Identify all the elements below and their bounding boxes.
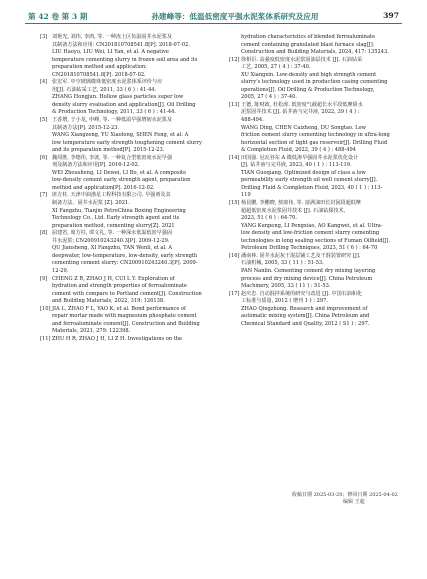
reference-line: XI Fangzhu, Tianjin PetroChina Boxing Engineering <box>52 207 186 214</box>
reference-text <box>241 291 414 329</box>
reference-line: Machinery, 2005, 33 ( 11 ) : 51-53. <box>241 283 331 290</box>
reference-line: ZHAO Qingzhong. Research and improvement of <box>241 305 368 312</box>
reference-entry <box>40 192 225 230</box>
article-footer <box>292 492 398 506</box>
reference-line: WANG Ding, CHEN Caizheng, DU Songtao. Low <box>241 124 366 131</box>
reference-line: 张宏军. 中空玻璃微珠低密度水泥浆体系评价与应 <box>52 79 163 86</box>
reference-line: permeability early strength oil well cement slurry[J]. <box>241 177 378 184</box>
reference-line: ZHANG Hongjun. Hollow glass particles super low <box>52 94 184 101</box>
reference-number: [9] <box>40 275 48 282</box>
page-number: 397 <box>383 11 399 20</box>
running-title: 孙建峰等：低温低密度平强水泥浆体系研究及应用 <box>151 12 319 21</box>
reference-entry <box>40 155 225 193</box>
reference-entry <box>40 276 225 306</box>
reference-line: deepwater, low-temperature, low-density, early strength <box>52 252 198 259</box>
reference-entry <box>40 79 225 117</box>
reference-entry <box>229 102 414 155</box>
reference-line: Drilling Fluid & Completion Fluid, 2023, 40 ( 1 ) : 113- <box>241 184 383 191</box>
reference-line: TIAN Guoqiang. Optimized design of class a low <box>241 169 366 176</box>
reference-line: 119 <box>241 192 251 199</box>
reference-line: 王德, 陈财政, 杜松涛. 低密度气截超长水平段低摩阻水 <box>241 101 363 108</box>
received-revised-dates: 收稿日期 2025-03-20；修回日期 2025-04-02 <box>292 492 398 498</box>
reference-line: technologies in long sealing sections of Fuman Oilfield[J]. <box>241 237 391 244</box>
reference-line: Construction and Building Materials, 2024, 417: 135243. <box>241 49 389 56</box>
reference-entry <box>40 336 225 344</box>
reference-line: 2023, 51 ( 6 ) : 64-70. <box>241 215 298 222</box>
reference-number: [6] <box>40 154 48 161</box>
reference-line: repair mortar made with magnesium phosphate cement <box>52 313 197 320</box>
reference-text <box>52 230 225 275</box>
reference-text <box>241 57 414 102</box>
reference-line: horizontal section of tight gas reservoir[J]. Drilling Fluid <box>241 139 388 146</box>
reference-entry <box>229 57 414 102</box>
reference-line: Technology Co., Ltd. Early strength agent and its <box>52 215 180 222</box>
reference-line: and ferroaluminate cement[J]. Construction and Building <box>52 320 200 327</box>
reference-number: [12] <box>229 56 240 63</box>
header-rule <box>25 23 402 24</box>
reference-entry <box>229 155 414 200</box>
reference-entry <box>229 34 414 57</box>
reference-line: 工标准与质量, 2012 ( 增刊 1 ) : 297. <box>241 298 328 305</box>
reference-line: automatic mixing system[J]. China Petroleum and <box>241 313 370 320</box>
references-left-column <box>40 34 225 343</box>
reference-line: 赵庆忠. 自动混拌系统的研究与改进 [J]. 中国石油和化 <box>241 290 363 297</box>
reference-line: low temperature early strength toughening cement slurry <box>52 139 202 146</box>
reference-line: temperature cementing slurry in frozen soil area and its <box>52 56 198 63</box>
reference-number: [8] <box>40 230 48 237</box>
reference-text <box>52 336 225 344</box>
reference-text <box>52 306 225 336</box>
reference-line: 屈建省, 席方柱, 谭文礼, 等. 一种深水低温低密早强固 <box>52 230 172 237</box>
reference-number: [17] <box>229 290 240 297</box>
reference-line: 其制备方法[P]. 2015-12-23. <box>52 124 120 131</box>
reference-entry <box>229 200 414 253</box>
reference-line: cementing cement slurry: CN200910243240.3[P]. 2009- <box>52 260 198 267</box>
reference-line: Petroleum Drilling Techniques, 2023, 51 ( 6 ) : 64-70 <box>241 245 378 252</box>
reference-number <box>229 34 241 57</box>
reference-line: method and application[P]. 2016-12-02. <box>52 184 155 191</box>
reference-line: low-density cement early strength agent, preparation <box>52 177 191 184</box>
reference-number: [4] <box>40 79 48 86</box>
reference-line: 井水泥浆: CN200910243240.3[P]. 2009-12-29. <box>52 237 170 244</box>
reference-line: 杨昆鹏, 李鹏晓, 敖康伟, 等. 富满油田长封固段超低摩 <box>241 200 361 207</box>
reference-line: 12-29. <box>52 267 69 274</box>
reference-text <box>241 102 414 155</box>
reference-entry <box>229 253 414 291</box>
reference-line: density slurry evaluation and application[J]. Oil Drilling <box>52 101 196 108</box>
reference-text <box>52 34 225 79</box>
reference-line: 田国强. 冠瓦谷东 A 微低渗早强固井水泥浆优化设计 <box>241 154 359 161</box>
editor-credit: 编辑 王超 <box>343 499 365 505</box>
reference-line: 刘艳光, 刘伟, 李鸿, 等. 一种冻土区负温固井水泥浆及 <box>52 34 172 40</box>
reference-line: 488-494. <box>241 117 264 124</box>
reference-text <box>52 276 225 306</box>
running-header <box>25 8 402 22</box>
reference-line: JIA L, ZHAO F L, YAO K, et al. Bond performance of <box>52 305 186 312</box>
reference-line: 王香增, 于小龙, 申峰, 等. 一种低温早强增韧水泥浆及 <box>52 117 172 124</box>
reference-line: 潘南林. 固井水泥灰干混层铺工艺及干混装置研究 [J]. <box>241 252 361 259</box>
reference-line: Materials, 2021, 279: 122398. <box>52 328 131 335</box>
reference-line: operations[J]. Oil Drilling & Production Technology, <box>241 86 375 93</box>
reference-text <box>241 253 414 291</box>
reference-line: Chemical Standard and Quality, 2012 ( S1 ) : 297. <box>241 320 370 327</box>
reference-line: and its preparation method[P]. 2015-12-23. <box>52 147 165 154</box>
reference-number: [5] <box>40 117 48 124</box>
reference-line: WEI Zhousheng, LI Dewei, LI Bo, et al. A composite <box>52 169 187 176</box>
reference-entry <box>40 117 225 155</box>
reference-line: 工艺, 2005, 27 ( 4 ) : 37-40. <box>241 64 311 71</box>
journal-volume: 第 42 卷 第 3 期 <box>28 12 88 21</box>
reference-number: [15] <box>229 200 240 207</box>
reference-text <box>52 117 225 155</box>
reference-entry <box>40 230 225 275</box>
reference-number: [16] <box>229 252 240 259</box>
reference-line: friction cement slurry cementing technology in ultra-long <box>241 132 390 139</box>
reference-number: [13] <box>229 101 240 108</box>
reference-line: hydration characteristics of blended ferroaluminate <box>241 34 376 40</box>
reference-line: preparation method, cementing slurry[Z]. 2021 <box>52 222 175 229</box>
reference-line: 魏周胜, 李德伟, 李波, 等. 一种复合型低密度水泥早强 <box>52 154 172 161</box>
reference-text <box>52 79 225 117</box>
reference-text <box>52 155 225 193</box>
reference-line: 石油机械, 2005, 33 ( 11 ) : 51-53. <box>241 260 324 267</box>
reference-line: 超超低密度水泥浆固井技术 [J]. 石油钻探技术, <box>241 207 346 214</box>
reference-line: and Building Materials, 2022, 319: 126138. <box>52 298 165 305</box>
reference-line: 2005, 27 ( 4 ) : 37-40. <box>241 94 298 101</box>
reference-line: 席方柱. 天津中油渤星工程科技有限公司. 早强剂及其 <box>52 192 171 199</box>
reference-number: [14] <box>229 154 240 161</box>
reference-line: 泥浆固井技术 [J]. 钻井液与完井液, 2022, 39 ( 4 ) : <box>241 109 360 116</box>
reference-line: 制备方法、固井水泥浆 [Z]. 2021. <box>52 200 130 207</box>
reference-line: 徐相臣. 高强度低密度水泥浆固油层技术 [J]. 石油钻采 <box>241 56 363 63</box>
reference-line: hydration and strength properties of ferroaluminate <box>52 283 187 290</box>
reference-line: slurry's technology used in production casing cementing <box>241 79 388 86</box>
reference-line: cement containing granulated blast furnace slag[J]. <box>241 41 375 48</box>
reference-number: [3] <box>40 34 48 40</box>
reference-entry <box>229 291 414 329</box>
reference-number: [11] <box>40 335 51 342</box>
reference-line: [J]. 钻井液与完井液, 2023, 40 ( 1 ) : 113-119. <box>241 162 352 169</box>
reference-line: preparation method and application: <box>52 64 147 71</box>
reference-line: WANG Xiangzeng, YU Xiaolong, SHEN Feng, et al. A <box>52 132 189 139</box>
reference-line: & Production Technology, 2011, 33 ( 6 ) : 41-44. <box>52 109 177 116</box>
reference-text <box>241 34 414 57</box>
reference-line: 用[J]. 石油钻采工艺, 2011, 33 ( 6 ) : 41-44. <box>52 86 157 93</box>
reference-line: 剂及制备方法和应用[P]. 2016-12-02. <box>52 162 140 169</box>
references-right-column <box>229 34 414 328</box>
reference-line: CN201810708541.8[P]. 2018-07-02. <box>52 71 146 78</box>
reference-text <box>241 200 414 253</box>
reference-line: QU Jiansheng, XI Fangzhu, TAN Wenli, et al. A <box>52 245 173 252</box>
reference-number: [10] <box>40 305 51 312</box>
reference-line: ZHU H R, ZHAO J H, LI Z H. Investigations on the <box>52 335 183 342</box>
reference-line: PAN Nanlin. Cementing cement dry mixing layering <box>241 267 376 274</box>
reference-number: [7] <box>40 192 48 199</box>
reference-entry <box>40 306 225 336</box>
reference-line: 其制备方法和应用: CN201810708541.8[P]. 2018-07-02. <box>52 41 190 48</box>
reference-line: CHENG Z R, ZHAO J H, CUI L Y. Exploration of <box>52 275 175 282</box>
reference-line: XU Xiangxin. Low-density and high strength cement <box>241 71 377 78</box>
reference-entry <box>40 34 225 79</box>
reference-line: low density and low-friction cement slurry cementing <box>241 230 380 237</box>
reference-line: LIU Haoyu, LIU Wei, LI Yan, et al. A negative <box>52 49 169 56</box>
reference-line: & Completion Fluid, 2022, 39 ( 4 ) : 488-494 <box>241 147 356 154</box>
reference-line: YANG Kunpeng, LI Pengxiao, AO Kangwei, et al. Ultra- <box>241 222 383 229</box>
reference-line: cement with compare to Portland cement[J]. Construction <box>52 290 202 297</box>
reference-text <box>241 155 414 200</box>
reference-text <box>52 192 225 230</box>
reference-line: process and dry mixing device[J]. China Petroleum <box>241 275 373 282</box>
